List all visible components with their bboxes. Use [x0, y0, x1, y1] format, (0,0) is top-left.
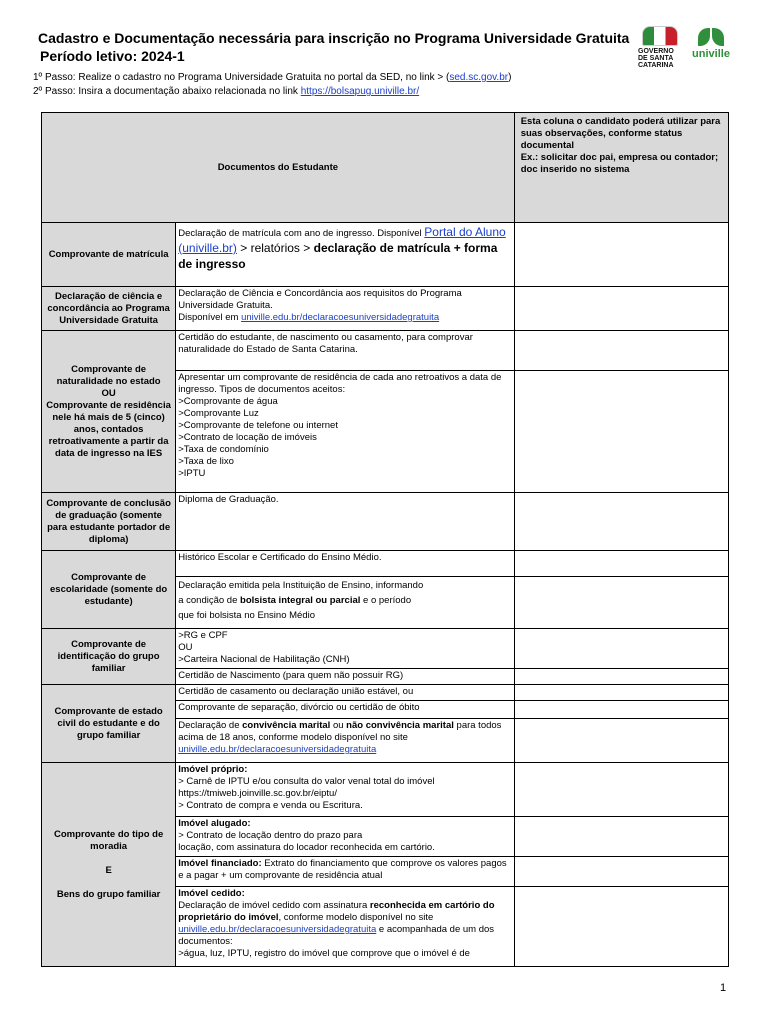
obs-cell[interactable] — [514, 551, 728, 577]
page-title: Cadastro e Documentação necessária para inscrição no Programa Universidade Gratuita — [38, 30, 630, 46]
doc-rg-cnh: >RG e CPF OU >Carteira Nacional de Habilitação (CNH) — [176, 629, 515, 669]
obs-cell[interactable] — [514, 223, 728, 287]
step-1: 1º Passo: Realize o cadastro no Programa Universidade Gratuita no portal da SED, no link > (sed.sc.gov.br) — [33, 72, 512, 83]
obs-cell[interactable] — [514, 887, 728, 967]
univille-leaf-icon — [698, 28, 724, 48]
label-estado-civil: Comprovante de estado civil do estudante e do grupo familiar — [42, 685, 176, 763]
label-identificacao: Comprovante de identificação do grupo familiar — [42, 629, 176, 685]
doc-historico: Histórico Escolar e Certificado do Ensino Médio. — [176, 551, 515, 577]
label-ciencia: Declaração de ciência e concordância ao Programa Universidade Gratuita — [42, 287, 176, 331]
label-naturalidade: Comprovante de naturalidade no estado OU Comprovante de residência nele há mais de 5 (cinco) anos, contados retroativamente a partir da data de ingresso na IES — [42, 331, 176, 493]
page-number: 1 — [720, 982, 727, 994]
bolsapug-link[interactable]: https://bolsapug.univille.br/ — [300, 86, 420, 97]
doc-separacao: Comprovante de separação, divórcio ou certidão de óbito — [176, 701, 515, 719]
obs-cell[interactable] — [514, 629, 728, 669]
doc-convivencia: Declaração de convivência marital ou não convivência marital para todos acima de 18 anos, conforme modelo disponível no site univille.edu.br/declaracoesuniversidadegratuita — [176, 719, 515, 763]
label-graduacao: Comprovante de conclusão de graduação (somente para estudante portador de diploma) — [42, 493, 176, 551]
univille-logo-text: univille — [692, 48, 730, 60]
doc-ciencia: Declaração de Ciência e Concordância aos requisitos do Programa Universidade Gratuita. Disponível em univille.edu.br/declaracoesuniversidadegratuita — [176, 287, 515, 331]
doc-imovel-financiado: Imóvel financiado: Extrato do financiamento que comprove os valores pagos e a pagar + um comprovante de residência atual — [176, 857, 515, 887]
doc-imovel-proprio: Imóvel próprio: > Carnê de IPTU e/ou consulta do valor venal total do imóvel https://tmiweb.joinville.sc.gov.br/eiptu/ > Contrato de compra e venda ou Escritura. — [176, 763, 515, 817]
obs-cell[interactable] — [514, 331, 728, 371]
doc-certidao-nascimento-grupo: Certidão de Nascimento (para quem não possuir RG) — [176, 669, 515, 685]
obs-cell[interactable] — [514, 701, 728, 719]
doc-imovel-cedido: Imóvel cedido: Declaração de imóvel cedido com assinatura reconhecida em cartório do proprietário do imóvel, conforme modelo disponível no site univille.edu.br/declaracoesuniversidadegratuita e acompanhada de um dos documentos: >água, luz, IPTU, registro do imóvel que comprove que o imóvel é de — [176, 887, 515, 967]
doc-certidao-casamento: Certidão de casamento ou declaração união estável, ou — [176, 685, 515, 701]
obs-cell[interactable] — [514, 287, 728, 331]
obs-cell[interactable] — [514, 857, 728, 887]
doc-declaracao-bolsista: Declaração emitida pela Instituição de Ensino, informando a condição de bolsista integral ou parcial e o período que foi bolsista no Ensino Médio — [176, 577, 515, 629]
obs-cell[interactable] — [514, 371, 728, 493]
declaracoes-link[interactable]: univille.edu.br/declaracoesuniversidadegratuita — [178, 924, 377, 935]
label-escolaridade: Comprovante de escolaridade (somente do estudante) — [42, 551, 176, 629]
obs-cell[interactable] — [514, 577, 728, 629]
declaracoes-link[interactable]: univille.edu.br/declaracoesuniversidadegratuita — [178, 744, 377, 755]
santa-catarina-emblem-icon — [642, 26, 678, 46]
univille-logo — [690, 28, 732, 72]
doc-matricula: Declaração de matrícula com ano de ingresso. Disponível Portal do Aluno (univille.br) > relatórios > declaração de matrícula + forma de ingresso — [176, 223, 515, 287]
header-documents: Documentos do Estudante — [42, 113, 515, 223]
obs-cell[interactable] — [514, 719, 728, 763]
header-observations: Esta coluna o candidato poderá utilizar para suas observações, conforme status documental Ex.: solicitar doc pai, empresa ou contador; doc inserido no sistema — [514, 113, 728, 223]
obs-cell[interactable] — [514, 763, 728, 817]
declaracoes-link[interactable]: univille.edu.br/declaracoesuniversidadegratuita — [241, 312, 440, 323]
portal-aluno-link[interactable]: Portal do Aluno (univille.br) — [178, 225, 506, 255]
government-logo — [638, 26, 682, 70]
step-2: 2º Passo: Insira a documentação abaixo relacionada no link https://bolsapug.univille.br/ — [33, 86, 420, 97]
label-moradia: Comprovante do tipo de moradia E Bens do grupo familiar — [42, 763, 176, 967]
period-label: Período letivo: 2024-1 — [40, 48, 185, 64]
obs-cell[interactable] — [514, 685, 728, 701]
doc-comprovante-residencia: Apresentar um comprovante de residência de cada ano retroativos a data de ingresso. Tipos de documentos aceitos: >Comprovante de água >Comprovante Luz >Comprovante de telefone ou internet >Contrato de locação de imóveis >Taxa de condomínio >Taxa de lixo >IPTU — [176, 371, 515, 493]
obs-cell[interactable] — [514, 817, 728, 857]
obs-cell[interactable] — [514, 669, 728, 685]
label-matricula: Comprovante de matrícula — [42, 223, 176, 287]
documents-table — [41, 112, 729, 967]
sed-link[interactable]: sed.sc.gov.br — [449, 72, 509, 83]
doc-imovel-alugado: Imóvel alugado: > Contrato de locação dentro do prazo para locação, com assinatura do locador reconhecida em cartório. — [176, 817, 515, 857]
obs-cell[interactable] — [514, 493, 728, 551]
doc-diploma: Diploma de Graduação. — [176, 493, 515, 551]
doc-certidao-nascimento: Certidão do estudante, de nascimento ou casamento, para comprovar naturalidade do Estado de Santa Catarina. — [176, 331, 515, 371]
government-logo-text: GOVERNO DE SANTA CATARINA — [638, 48, 674, 69]
